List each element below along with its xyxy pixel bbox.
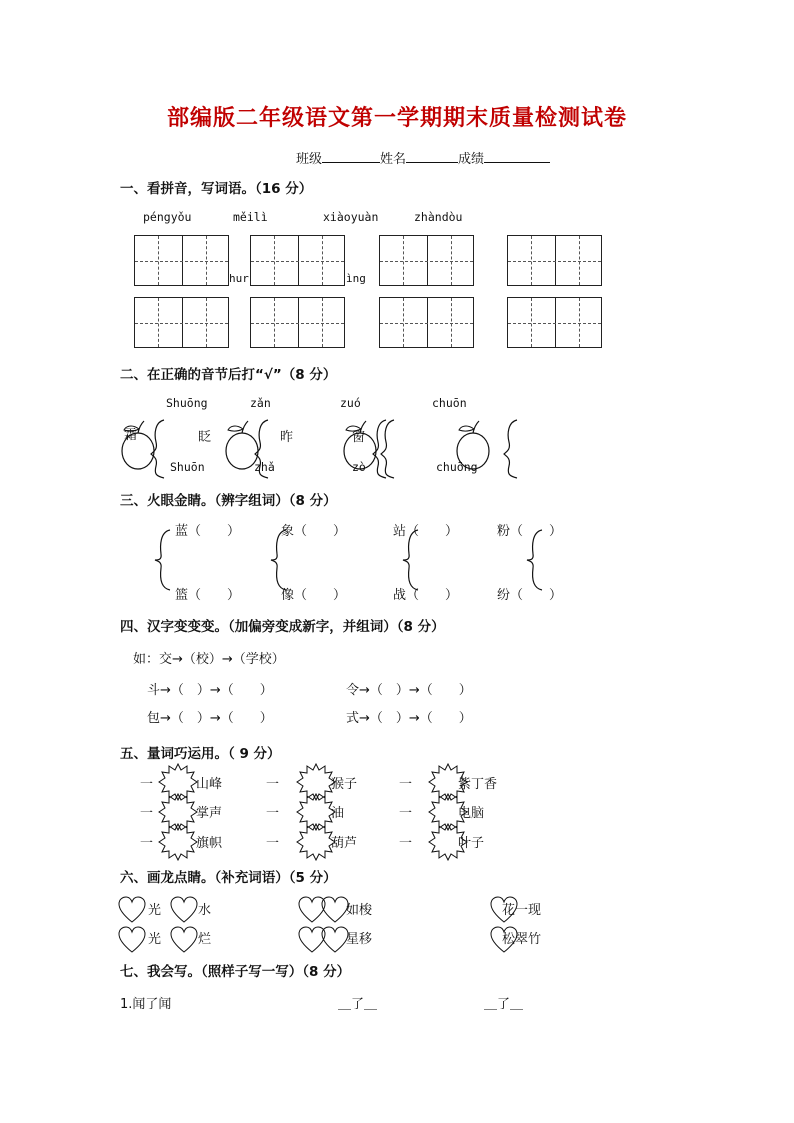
measure-word-2: 猴子: [331, 777, 358, 792]
writing-grid-8[interactable]: [507, 297, 602, 348]
dash-3: 一: [399, 777, 413, 792]
char-1: 霜: [124, 428, 138, 443]
starburst-icon[interactable]: [158, 823, 198, 861]
student-info-line: [296, 148, 550, 167]
bottom-pinyin-3: zò: [352, 460, 366, 474]
dash-1: 一: [140, 777, 154, 792]
idiom-word-6: 烂: [198, 932, 212, 947]
idiom-word-7: 星移: [346, 932, 373, 947]
name-label: 姓名: [380, 152, 407, 167]
dash-9: 一: [399, 836, 413, 851]
pair-1-top: 蓝（ ）: [175, 524, 241, 539]
bottom-pinyin-4: chuōng: [436, 460, 478, 474]
heart-icon[interactable]: [321, 896, 349, 924]
top-pinyin-4: chuōn: [432, 396, 467, 410]
pinyin-3: xiàoyuàn: [323, 210, 379, 224]
dash-4: 一: [140, 806, 154, 821]
top-pinyin-2: zǎn: [250, 396, 271, 410]
bottom-pinyin-2: zhǎ: [254, 460, 275, 474]
pair-3-top: 站（ ）: [393, 524, 459, 539]
writing-grid-3[interactable]: [379, 235, 474, 286]
pair-4-top: 粉（ ）: [497, 524, 563, 539]
transform-item-3: 包→（ ）→（ ）: [147, 711, 273, 726]
hidden-pinyin-fragment-2: ìng: [346, 272, 366, 285]
idiom-word-8: 松翠竹: [502, 932, 542, 947]
page-title: 部编版二年级语文第一学期期末质量检测试卷: [166, 106, 627, 131]
pair-1-bottom: 篮（ ）: [175, 588, 241, 603]
dash-8: 一: [266, 836, 280, 851]
pair-2-bottom: 像（ ）: [281, 588, 347, 603]
section-5-heading: 五、量词巧运用。（ 9 分）: [120, 746, 281, 762]
idiom-word-5: 光: [148, 932, 162, 947]
measure-word-7: 旗帜: [196, 836, 223, 851]
section-4-heading: 四、汉字变变变。（加偏旁变成新字，并组词）（8 分）: [120, 619, 445, 635]
transform-item-1: 斗→（ ）→（ ）: [147, 683, 273, 698]
idiom-word-2: 水: [198, 903, 212, 918]
score-label: 成绩: [458, 152, 485, 167]
writing-grid-7[interactable]: [379, 297, 474, 348]
bottom-pinyin-1: Shuōn: [170, 460, 205, 474]
section-6-heading: 六、画龙点睛。（补充词语）（5 分）: [120, 870, 337, 886]
heart-icon[interactable]: [321, 926, 349, 954]
dash-5: 一: [266, 806, 280, 821]
char-3: 昨: [280, 430, 294, 445]
score-blank[interactable]: [484, 150, 550, 163]
writing-grid-6[interactable]: [250, 297, 345, 348]
char-2: 眨: [198, 430, 212, 445]
heart-icon[interactable]: [118, 896, 146, 924]
measure-word-5: 油: [331, 806, 345, 821]
section-7-heading: 七、我会写。（照样子写一写）（8 分）: [120, 964, 351, 980]
measure-word-4: 掌声: [196, 806, 223, 821]
section-3-heading: 三、火眼金睛。（辨字组词）（8 分）: [120, 493, 337, 509]
heart-icon[interactable]: [170, 896, 198, 924]
dash-2: 一: [266, 777, 280, 792]
top-pinyin-3: zuó: [340, 396, 361, 410]
brace-icon: [378, 418, 398, 478]
class-blank[interactable]: [322, 150, 380, 163]
pinyin-1: péngyǒu: [143, 210, 192, 224]
starburst-icon[interactable]: [296, 823, 336, 861]
hidden-pinyin-fragment-1: hur: [229, 272, 249, 285]
section-2-heading: 二、在正确的音节后打“√”（8 分）: [120, 367, 337, 383]
dash-6: 一: [399, 806, 413, 821]
heart-icon[interactable]: [170, 926, 198, 954]
example-line: 如：交→（校）→（学校）: [133, 652, 285, 667]
pinyin-2: měilì: [233, 210, 268, 224]
write-blank-2[interactable]: ＿了＿: [484, 997, 524, 1012]
pair-4-bottom: 纷（ ）: [497, 588, 563, 603]
writing-grid-2[interactable]: [250, 235, 345, 286]
name-blank[interactable]: [406, 150, 458, 163]
char-4: 窗: [352, 430, 366, 445]
class-label: 班级: [296, 152, 323, 167]
measure-word-6: 电脑: [458, 806, 485, 821]
top-pinyin-1: Shuōng: [166, 396, 208, 410]
transform-item-2: 令→（ ）→（ ）: [346, 683, 472, 698]
idiom-word-3: 如梭: [346, 903, 373, 918]
idiom-word-1: 光: [148, 903, 162, 918]
measure-word-1: 山峰: [196, 777, 223, 792]
measure-word-8: 葫芦: [331, 836, 358, 851]
writing-grid-1[interactable]: [134, 235, 229, 286]
write-blank-1[interactable]: ＿了＿: [338, 997, 378, 1012]
pair-2-top: 象（ ）: [281, 524, 347, 539]
transform-item-4: 式→（ ）→（ ）: [346, 711, 472, 726]
idiom-word-4: 花一现: [502, 903, 542, 918]
writing-grid-4[interactable]: [507, 235, 602, 286]
dash-7: 一: [140, 836, 154, 851]
measure-word-9: 叶子: [458, 836, 485, 851]
heart-icon[interactable]: [118, 926, 146, 954]
section-1-heading: 一、看拼音，写词语。（16 分）: [120, 181, 313, 197]
pinyin-4: zhàndòu: [414, 210, 463, 224]
brace-1: [152, 528, 172, 592]
measure-word-3: 紫丁香: [458, 777, 498, 792]
writing-grid-5[interactable]: [134, 297, 229, 348]
pair-3-bottom: 战（ ）: [393, 588, 459, 603]
write-example: 1.闻了闻: [120, 997, 172, 1012]
